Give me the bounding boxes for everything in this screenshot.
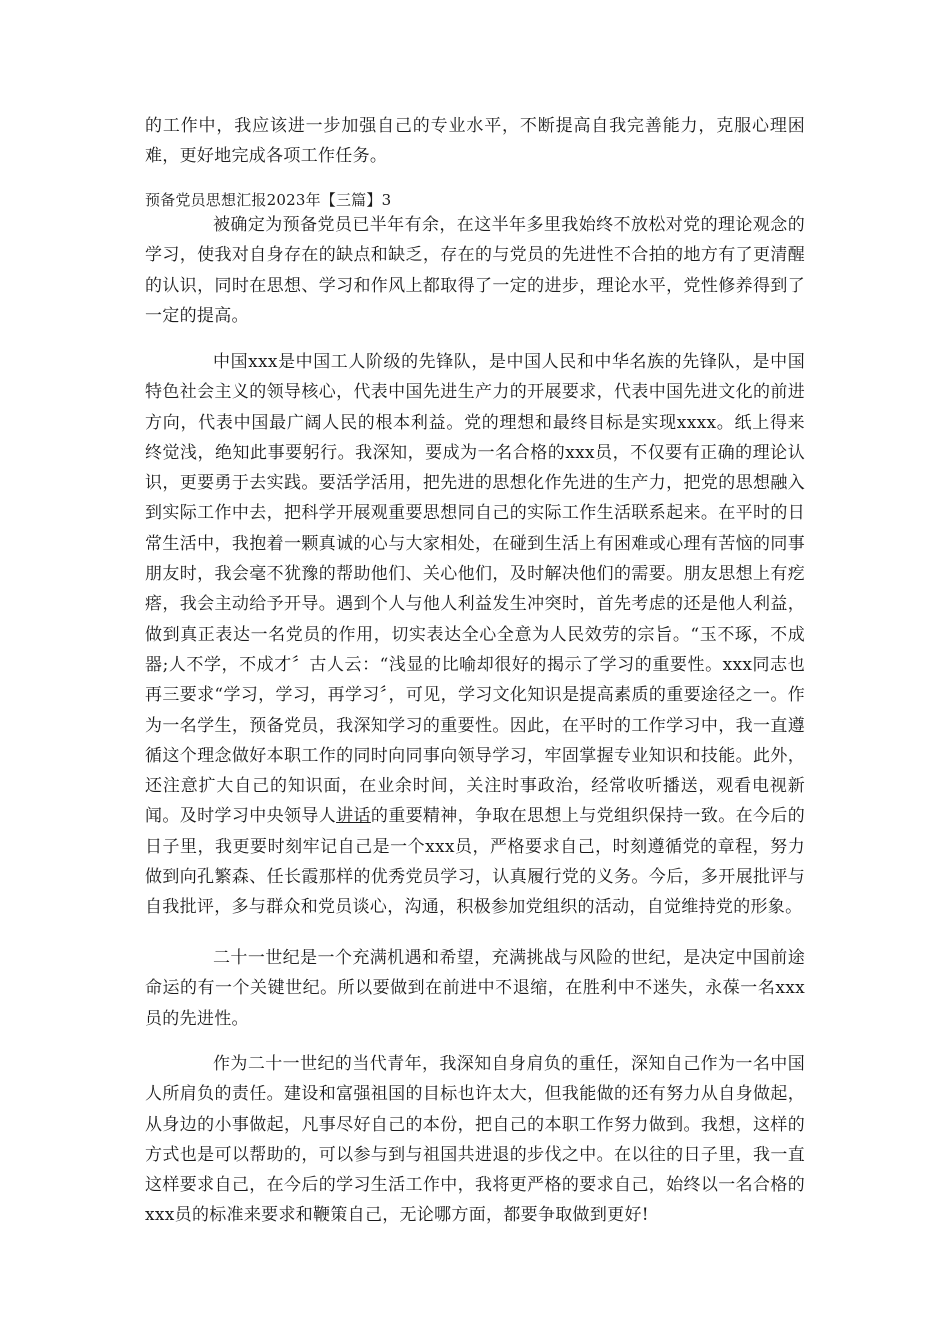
- intro-paragraph: 的工作中，我应该进一步加强自己的专业水平，不断提高自我完善能力，克服心理困难，更好地完成各项工作任务。: [145, 116, 805, 167]
- paragraph-2-text: 中国xxx是中国工人阶级的先锋队，是中国人民和中华名族的先锋队，是中国特色社会主义的领导核心，代表中国先进生产力的开展要求，代表中国先进文化的前进方向，代表中国最广阔人民的根本利益。党的理想和最终目标是实现xxxx。纸上得来终觉浅，绝知此事要躬行。我深知，要成为一名合格的xxx员，不仅要有正确的理论认识，更要勇于去实践。要活学活用，把先进的思想化作先进的生产力，把党的思想融入到实际工作中去，把科学开展观重要思想同自己的实际工作生活联系起来。在平时的日常生活中，我抱着一颗真诚的心与大家相处，在碰到生活上有困难或心理有苦恼的同事朋友时，我会毫不犹豫的帮助他们、关心他们，及时解决他们的需要。朋友思想上有疙瘩，我会主动给予开导。遇到个人与他人利益发生冲突时，首先考虑的还是他人利益，做到真正表达一名党员的作用，切实表达全心全意为人民效劳的宗旨。“玉不琢，不成器;人不学，不成才〞古人云：“浅显的比喻却很好的揭示了学习的重要性。xxx同志也再三要求“学习，学习，再学习〞，可见，学习文化知识是提高素质的重要途径之一。作为一名学生，预备党员，我深知学习的重要性。因此，在平时的工作学习中，我一直遵循这个理念做好本职工作的同时向同事向领导学习，牢固掌握专业知识和技能。此外，还注意扩大自己的知识面，在业余时间，关注时事政治，经常收听播送，观看电视新闻。及时学习中央领导人: [145, 352, 805, 827]
- paragraph-4: 作为二十一世纪的当代青年，我深知自身肩负的重任，深知自己作为一名中国人所肩负的责任。建设和富强祖国的目标也许太大，但我能做的还有努力从自身做起，从身边的小事做起，凡事尽好自己的本份，把自己的本职工作努力做到。我想，这样的方式也是可以帮助的，可以参与到与祖国共进退的步伐之中。在以往的日子里，我一直这样要求自己，在今后的学习生活工作中，我将更严格的要求自己，始终以一名合格的xxx员的标准来要求和鞭策自己，无论哪方面，都要争取做到更好!: [145, 1054, 805, 1226]
- paragraph-2: [145, 347, 805, 923]
- speech-link[interactable]: 讲话: [336, 806, 371, 827]
- paragraph-2-text-end: 的重要精神，争取在思想上与党组织保持一致。在今后的日子里，我更要时刻牢记自己是一个xxx员，严格要求自己，时刻遵循党的章程，努力做到向孔繁森、任长霞那样的优秀党员学习，认真履行党的义务。今后，多开展批评与自我批评，多与群众和党员谈心，沟通，积极参加党组织的活动，自觉维持党的形象。: [145, 806, 805, 918]
- paragraph-3: 二十一世纪是一个充满机遇和希望，充满挑战与风险的世纪，是决定中国前途命运的有一个关键世纪。所以要做到在前进中不退缩，在胜利中不迷失，永葆一名xxx员的先进性。: [145, 948, 805, 1029]
- paragraph-1: 被确定为预备党员已半年有余，在这半年多里我始终不放松对党的理论观念的学习，使我对自身存在的缺点和缺乏，存在的与党员的先进性不合拍的地方有了更清醒的认识，同时在思想、学习和作风上都取得了一定的进步，理论水平，党性修养得到了一定的提高。: [145, 215, 805, 326]
- section-title: 预备党员思想汇报2023年【三篇】3: [145, 191, 392, 209]
